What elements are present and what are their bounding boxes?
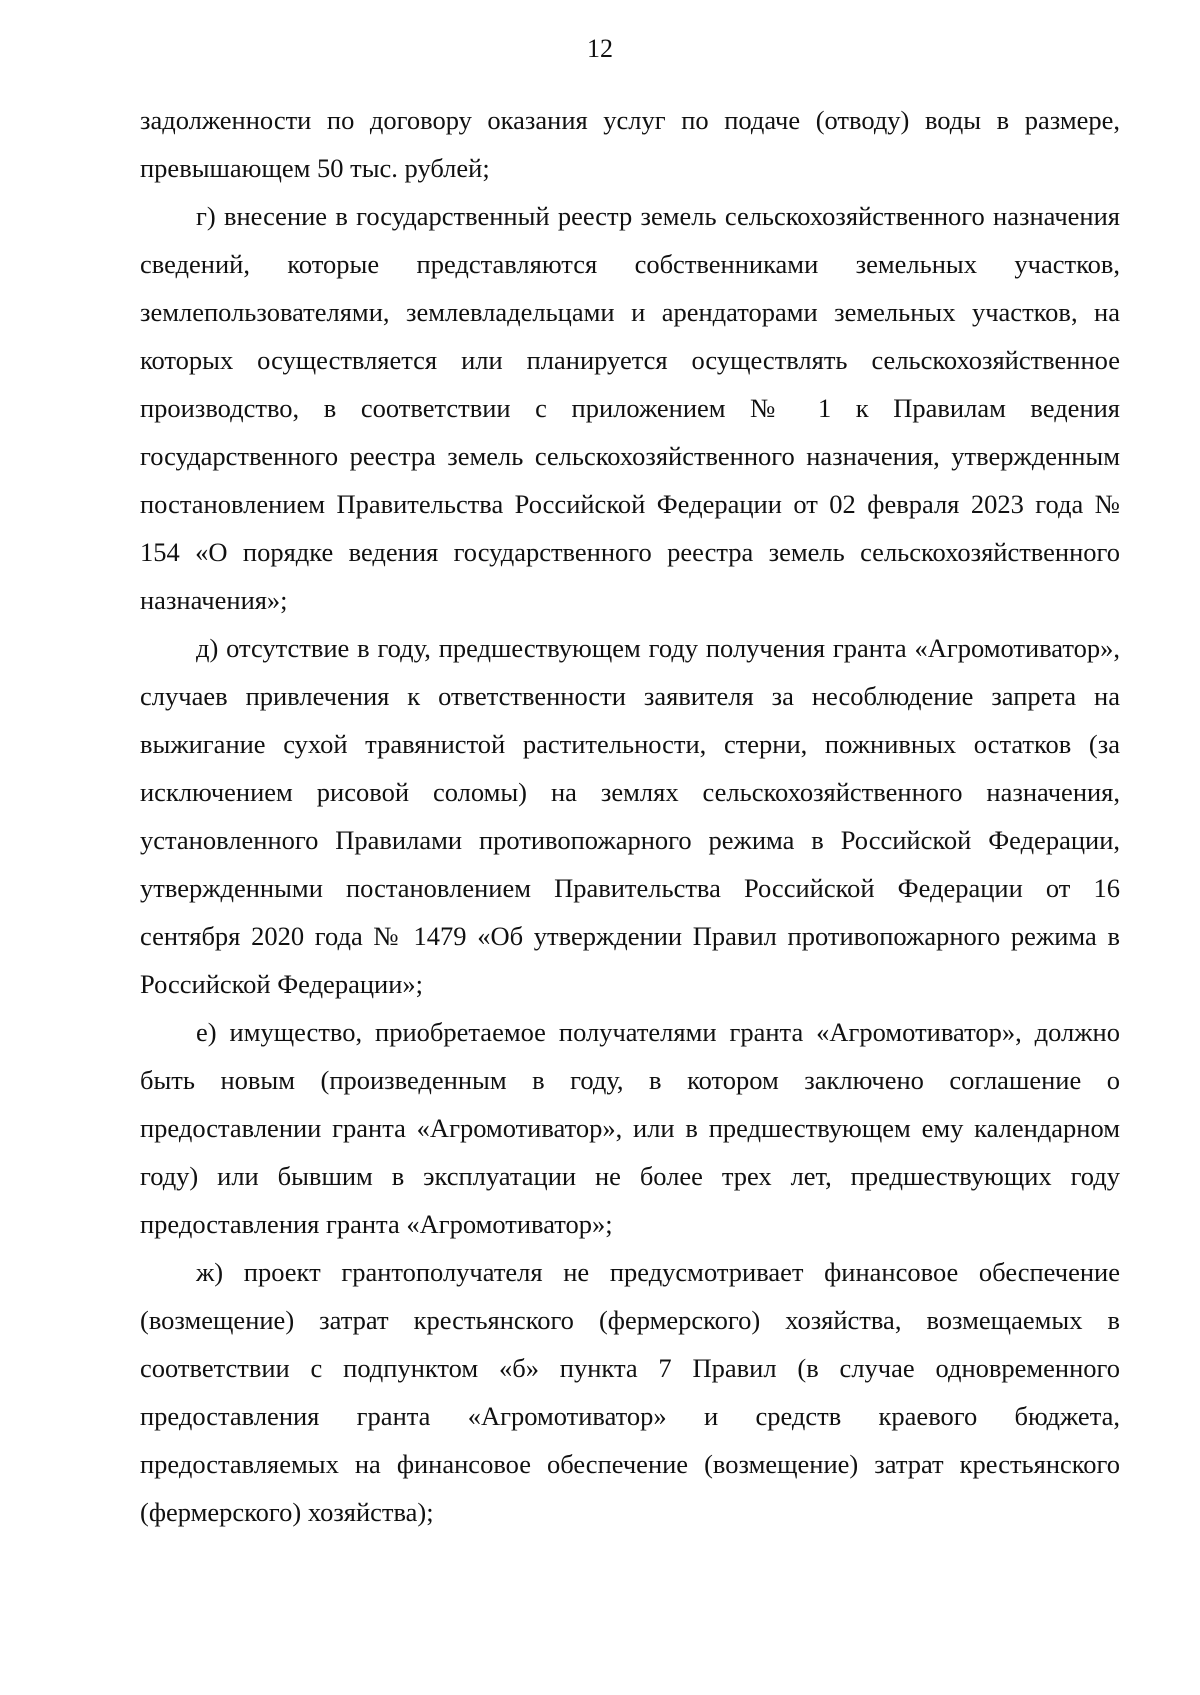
paragraph-item-zh: ж) проект грантополучателя не предусмотривает финансовое обеспечение (возмещение) затрат крестьянского (фермерского) хозяйства, возмещаемых в соответствии с подпунктом «б» пункта 7 Правил (в случае одновременного предоставления гранта «Агромотиватор» и средств краевого бюджета, предоставляемых на финансовое обеспечение (возмещение) затрат крестьянского (фермерского) хозяйства); bbox=[140, 1257, 1120, 1527]
page-number: 12 bbox=[587, 34, 613, 63]
paragraph-item-g: г) внесение в государственный реестр земель сельскохозяйственного назначения сведений, которые представляются собственниками земельных участков, землепользователями, землевладельцами и арендаторами земельных участков, на которых осуществляется или планируется осуществлять сельскохозяйственное производство, в соответствии с приложением № 1 к Правилам ведения государственного реестра земель сельскохозяйственного назначения, утвержденным постановлением Правительства Российской Федерации от 02 февраля 2023 года № 154 «О порядке ведения государственного реестра земель сельскохозяйственного назначения»; bbox=[140, 201, 1120, 615]
document-body bbox=[140, 96, 1120, 1536]
paragraph-item-e: е) имущество, приобретаемое получателями гранта «Агромотиватор», должно быть новым (произведенным в году, в котором заключено соглашение о предоставлении гранта «Агромотиватор», или в предшествующем ему календарном году) или бывшим в эксплуатации не более трех лет, предшествующих году предоставления гранта «Агромотиватор»; bbox=[140, 1017, 1120, 1239]
paragraph-continuation: задолженности по договору оказания услуг по подаче (отводу) воды в размере, превышающем 50 тыс. рублей; bbox=[140, 105, 1120, 183]
paragraph-item-d: д) отсутствие в году, предшествующем году получения гранта «Агромотиватор», случаев привлечения к ответственности заявителя за несоблюдение запрета на выжигание сухой травянистой растительности, стерни, пожнивных остатков (за исключением рисовой соломы) на землях сельскохозяйственного назначения, установленного Правилами противопожарного режима в Российской Федерации, утвержденными постановлением Правительства Российской Федерации от 16 сентября 2020 года № 1479 «Об утверждении Правил противопожарного режима в Российской Федерации»; bbox=[140, 633, 1120, 999]
